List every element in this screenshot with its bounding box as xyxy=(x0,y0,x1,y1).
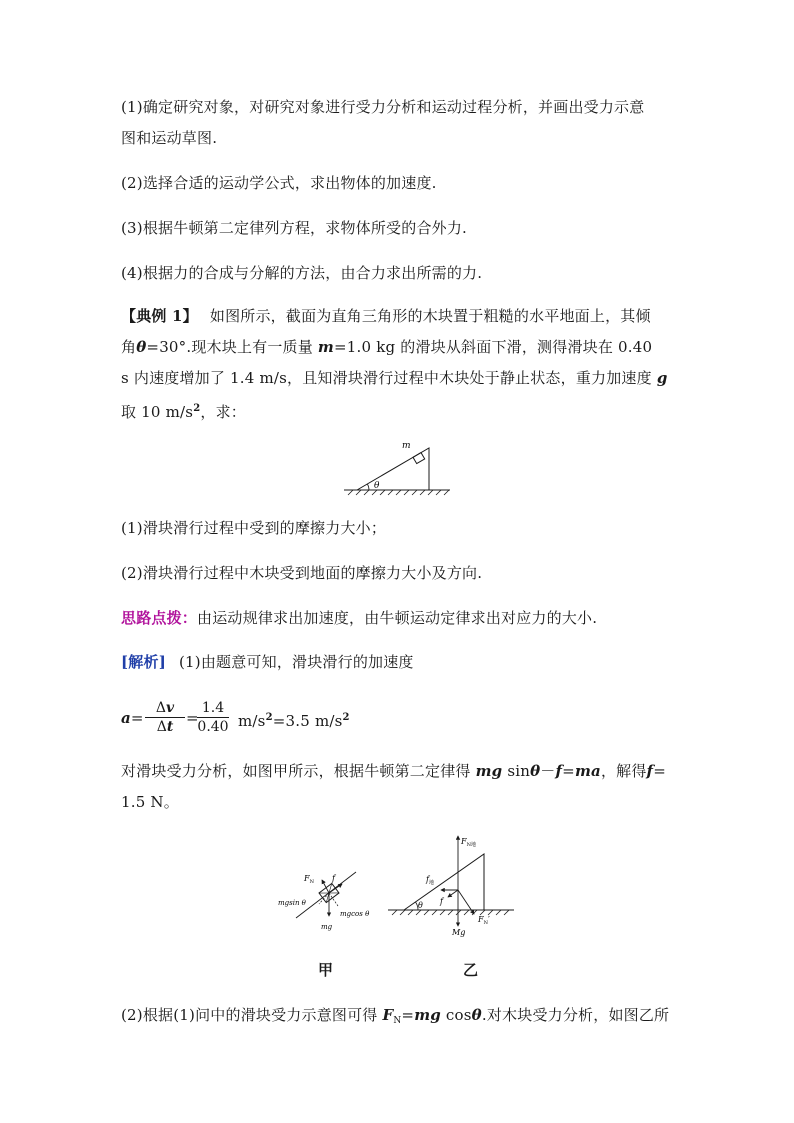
analysis-line-1: [解析] (1)由题意可知，滑块滑行的加速度 xyxy=(121,653,414,671)
force-diagram-yi xyxy=(384,828,524,940)
step-1-line-1: (1)确定研究对象，对研究对象进行受力分析和运动过程分析，并画出受力示意 xyxy=(121,98,645,116)
wedge-yi xyxy=(404,854,484,910)
Mg-label: Mg xyxy=(452,928,466,937)
theta-label-yi: θ xyxy=(418,901,423,910)
f-label: f xyxy=(332,874,335,883)
delta-fraction: $\frac{\Delta v}{\Delta t}$ xyxy=(145,699,185,736)
example-line-2: 角θ=30°.现木块上有一质量 m=1.0 kg 的滑块从斜面下滑，测得滑块在 0.40 xyxy=(121,338,653,356)
question-1: (1)滑块滑行过程中受到的摩擦力大小； xyxy=(121,519,387,537)
hint-label: 思路点拨： xyxy=(121,609,198,627)
example-line-3: s 内速度增加了 1.4 m/s，且知滑块滑行过程中木块处于静止状态，重力加速度 g xyxy=(121,369,668,387)
mgsin-label: mgsin θ xyxy=(278,899,306,907)
f-reaction-arrow xyxy=(448,890,458,897)
example-tag: 【典例 1】 xyxy=(121,307,198,325)
mgcos-label: mgcos θ xyxy=(340,910,370,918)
equation-eq2: = xyxy=(186,709,199,727)
fn-label: $F_N$ xyxy=(304,874,314,885)
mg-label: mg xyxy=(321,923,333,931)
angle-arc xyxy=(367,484,369,490)
slider-block xyxy=(413,453,425,464)
step-3: (3)根据牛顿第二定律列方程，求物体所受的合外力. xyxy=(121,219,468,237)
step-1-line-2: 图和运动草图. xyxy=(121,129,218,147)
analysis-line-3: 1.5 N。 xyxy=(121,793,179,811)
angle-label: θ xyxy=(374,481,380,491)
mass-label: m xyxy=(402,441,411,451)
example-line-1: 【典例 1】 如图所示，截面为直角三角形的木块置于粗糙的水平地面上，其倾 xyxy=(121,307,651,325)
f-ground-label: $f_地$ xyxy=(426,875,434,886)
step-4: (4)根据力的合成与分解的方法，由合力求出所需的力. xyxy=(121,264,483,282)
fn-prime-label: $F_N'$ xyxy=(478,915,490,926)
force-diagram-jia xyxy=(274,860,384,940)
caption-jia: 甲 xyxy=(318,961,334,979)
last-line: (2)根据(1)问中的滑块受力示意图可得 $F_N=mg$ cosθ.对木块受力分析，如图乙所 xyxy=(121,1006,670,1026)
caption-yi: 乙 xyxy=(463,961,479,979)
fn-ground-label: $F_{N地}$ xyxy=(461,837,476,848)
incline-figure xyxy=(340,436,452,496)
analysis-label: [解析] xyxy=(121,653,166,671)
ground-hatching-yi xyxy=(392,910,509,915)
question-2: (2)滑块滑行过程中木块受到地面的摩擦力大小及方向. xyxy=(121,564,483,582)
equation-line: a= xyxy=(121,709,144,727)
value-fraction: $\frac{1.4}{0.40}$ xyxy=(197,700,229,735)
example-line-4: 取 10 $m/s^2$，求： xyxy=(121,403,246,421)
analysis-line-2: 对滑块受力分析，如图甲所示，根据牛顿第二定律得 mg sinθ－f=ma，解得f= xyxy=(121,762,666,780)
ground-hatching xyxy=(348,490,449,495)
step-2: (2)选择合适的运动学公式，求出物体的加速度. xyxy=(121,174,437,192)
hint-line: 思路点拨：由运动规律求出加速度，由牛顿运动定律求出对应力的大小. xyxy=(121,609,598,627)
f-reaction-label: f xyxy=(440,897,443,906)
equation-result: $m/s^2=3.5$ $m/s^2$ xyxy=(238,712,350,730)
